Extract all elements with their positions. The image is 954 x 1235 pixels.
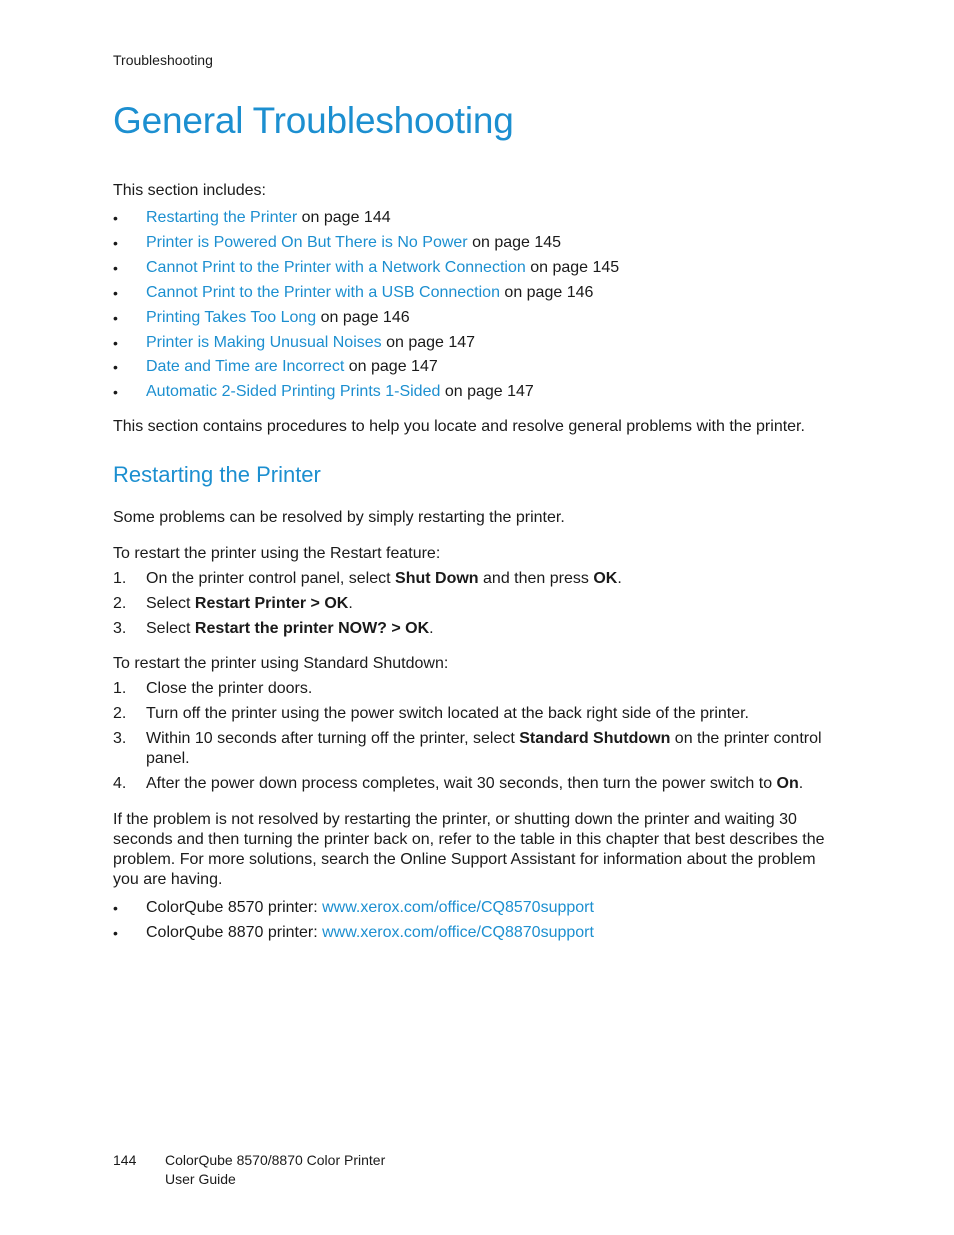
step-emphasis: OK	[405, 619, 430, 637]
footer-doc-name: User Guide	[165, 1171, 236, 1187]
bullet-icon: •	[113, 334, 118, 351]
toc-page-ref: on page 144	[297, 209, 391, 226]
step-item	[113, 569, 843, 589]
step-text: Select	[146, 619, 195, 637]
step-item	[113, 594, 843, 614]
bullet-icon: •	[113, 309, 118, 326]
list-item	[113, 921, 594, 946]
bullet-icon: •	[113, 284, 118, 301]
step-text: and then press	[478, 570, 594, 587]
bullet-icon: •	[113, 234, 118, 251]
step-text: Close the printer doors.	[146, 680, 313, 697]
page-number: 144	[113, 1152, 137, 1168]
step-text: .	[798, 774, 804, 792]
bullet-icon: •	[113, 210, 118, 226]
bullet-icon: •	[113, 259, 118, 276]
step-text: .	[348, 594, 353, 612]
list-item	[113, 896, 594, 921]
step-number: 3.	[113, 729, 127, 747]
step-emphasis: >	[306, 594, 325, 612]
list-item	[113, 231, 843, 256]
list-item	[113, 306, 843, 331]
step-text: .	[617, 570, 622, 587]
list-item	[113, 380, 843, 405]
toc-link-2-sided[interactable]: Automatic 2-Sided Printing Prints 1-Sided	[146, 383, 441, 401]
toc-page-ref: on page 147	[344, 358, 438, 376]
bullet-icon: •	[113, 900, 118, 916]
section-intro: This section includes:	[113, 182, 266, 199]
list-item	[113, 281, 843, 306]
toc-link-network[interactable]: Cannot Print to the Printer with a Network Connection	[146, 258, 526, 276]
list-item	[113, 331, 843, 356]
restart-intro: Some problems can be resolved by simply restarting the printer.	[113, 509, 565, 526]
step-text: Select	[146, 594, 195, 612]
step-emphasis: >	[386, 619, 406, 637]
step-number: 1.	[113, 570, 127, 587]
step-number: 2.	[113, 704, 127, 722]
toc-page-ref: on page 146	[316, 308, 410, 326]
support-label: ColorQube 8570 printer:	[146, 899, 323, 916]
support-link-8870[interactable]: www.xerox.com/office/CQ8870support	[322, 923, 594, 941]
step-emphasis: OK	[324, 594, 349, 612]
restart-shutdown-steps	[113, 679, 843, 799]
toc-link-noises[interactable]: Printer is Making Unusual Noises	[146, 333, 382, 351]
step-text: After the power down process completes, wait 30 seconds, then turn the power switch to	[146, 774, 777, 792]
step-text: on the printer control panel.	[146, 729, 822, 767]
step-item	[113, 619, 843, 639]
bullet-icon: •	[113, 924, 118, 941]
toc-link-no-power[interactable]: Printer is Powered On But There is No Power	[146, 233, 468, 251]
step-text: .	[429, 619, 434, 637]
step-text: Within 10 seconds after turning off the printer, select	[146, 729, 520, 747]
step-number: 1.	[113, 680, 127, 697]
step-emphasis: Restart Printer	[194, 594, 307, 612]
toc-link-too-long[interactable]: Printing Takes Too Long	[146, 308, 317, 326]
step-number: 2.	[113, 594, 127, 612]
section-summary: This section contains procedures to help you locate and resolve general problems with the printer.	[113, 418, 805, 435]
bullet-icon: •	[113, 359, 118, 376]
step-emphasis: Standard Shutdown	[519, 729, 671, 747]
toc-page-ref: on page 147	[440, 383, 534, 401]
step-item	[113, 679, 843, 699]
toc-page-ref: on page 146	[499, 283, 594, 301]
toc-link-usb[interactable]: Cannot Print to the Printer with a USB Connection	[146, 283, 500, 301]
step-emphasis: On	[776, 774, 799, 792]
step-number: 3.	[113, 619, 127, 637]
toc-page-ref: on page 145	[525, 258, 620, 276]
restart-feature-steps	[113, 569, 843, 644]
subsection-heading: Restarting the Printer	[113, 462, 321, 487]
toc-link-date-time[interactable]: Date and Time are Incorrect	[146, 358, 345, 376]
support-link-8570[interactable]: www.xerox.com/office/CQ8570support	[322, 899, 594, 916]
bullet-icon: •	[113, 384, 118, 401]
list-item	[113, 206, 843, 231]
restart-feature-lead: To restart the printer using the Restart feature:	[113, 545, 441, 562]
footer-product	[165, 1151, 385, 1189]
list-item	[113, 355, 843, 380]
step-emphasis: Shut Down	[395, 570, 479, 587]
support-label: ColorQube 8870 printer:	[146, 923, 323, 941]
step-item	[113, 704, 843, 724]
toc-page-ref: on page 145	[467, 233, 562, 251]
step-emphasis: OK	[593, 570, 618, 587]
step-text: On the printer control panel, select	[146, 570, 396, 587]
support-links-list	[113, 896, 594, 946]
step-item	[113, 774, 843, 794]
running-header: Troubleshooting	[113, 52, 213, 68]
list-item	[113, 256, 843, 281]
toc-page-ref: on page 147	[381, 333, 476, 351]
step-number: 4.	[113, 774, 127, 792]
step-emphasis: Restart the printer NOW?	[194, 619, 387, 637]
restart-shutdown-lead: To restart the printer using Standard Shutdown:	[113, 655, 449, 672]
toc-link-restarting[interactable]: Restarting the Printer	[146, 209, 298, 226]
section-contents-list	[113, 206, 843, 405]
restart-closing-paragraph: If the problem is not resolved by restarting the printer, or shutting down the printer and waiting 30 seconds and then turning the printer back on, refer to the table in this chapter that best describes the problem. For more solutions, search the Online Support Assistant for information about the problem you are having.	[113, 811, 825, 888]
page-title: General Troubleshooting	[113, 100, 514, 141]
step-text: Turn off the printer using the power switch located at the back right side of the printer.	[146, 704, 749, 722]
footer-product-name: ColorQube 8570/8870 Color Printer	[165, 1152, 386, 1168]
step-item	[113, 729, 843, 769]
